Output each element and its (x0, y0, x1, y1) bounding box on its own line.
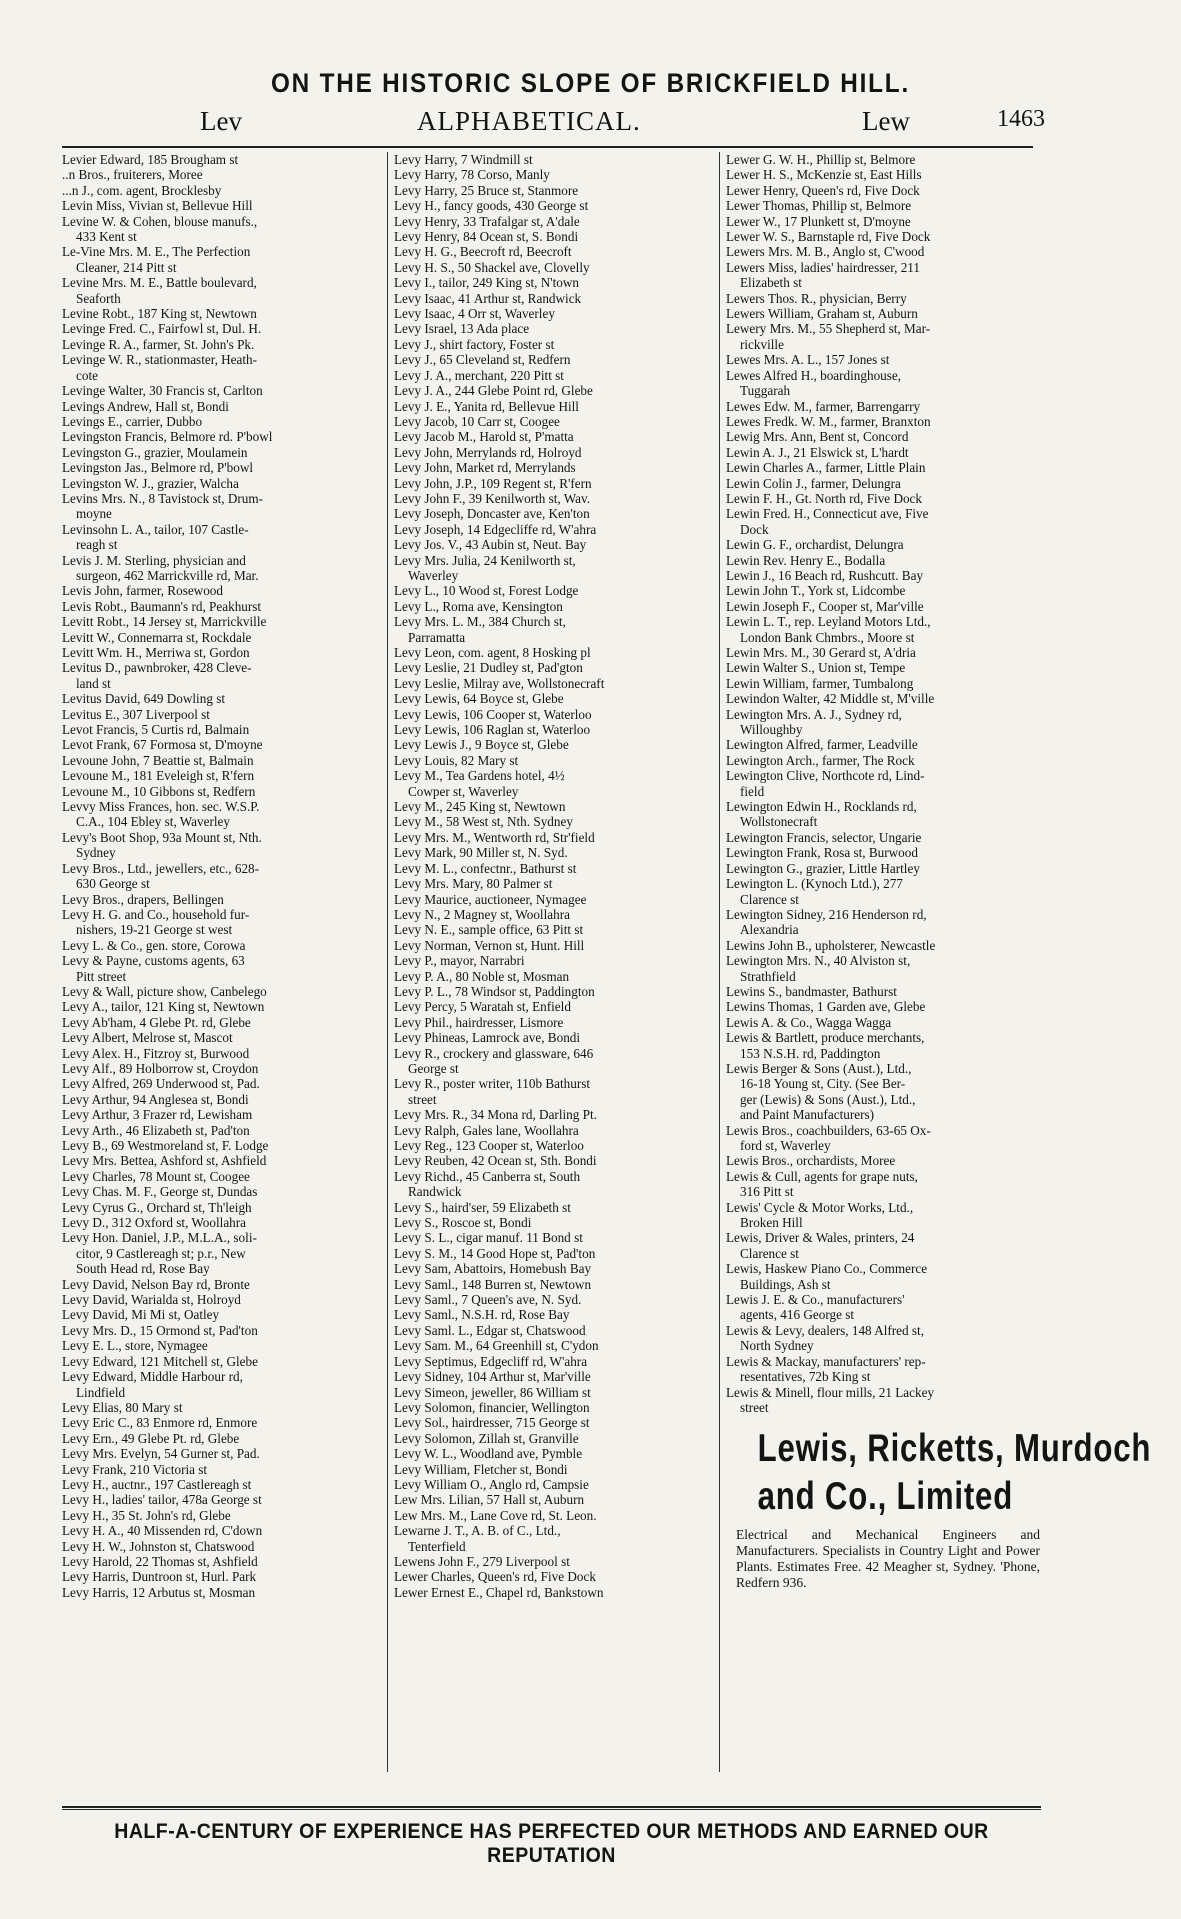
directory-entry: Lewington Alfred, farmer, Leadville (726, 737, 918, 753)
directory-entry: Levy Maurice, auctioneer, Nymagee (394, 891, 587, 907)
directory-entry: Lewis' Cycle & Motor Works, Ltd., (726, 1199, 914, 1215)
directory-entry: Levy Alex. H., Fitzroy st, Burwood (62, 1045, 250, 1061)
directory-entry: Levitus E., 307 Liverpool st (62, 706, 210, 722)
directory-entry: Lewers Mrs. M. B., Anglo st, C'wood (726, 244, 925, 260)
directory-entry: Levy Septimus, Edgecliff rd, W'ahra (394, 1353, 588, 1369)
directory-entry: Lewington Arch., farmer, The Rock (726, 752, 915, 768)
directory-entry-continuation: Broken Hill (740, 1215, 803, 1231)
directory-entry: Levy Norman, Vernon st, Hunt. Hill (394, 937, 585, 953)
header-left-guide-word: Lev (200, 106, 242, 136)
directory-entry: Levy H. G. and Co., household fur- (62, 906, 250, 922)
directory-entry: Lewis, Haskew Piano Co., Commerce (726, 1261, 928, 1277)
directory-entry-continuation: resentatives, 72b King st (740, 1369, 871, 1385)
directory-entry: Lewer W., 17 Plunkett st, D'moyne (726, 213, 911, 229)
directory-entry: Lewer Henry, Queen's rd, Five Dock (726, 182, 920, 198)
directory-entry: Levy William, Fletcher st, Bondi (394, 1461, 568, 1477)
directory-entry: Lewes Fredk. W. M., farmer, Branxton (726, 413, 931, 429)
directory-entry: Lewington Mrs. A. J., Sydney rd, (726, 706, 902, 722)
page-header (62, 106, 1045, 140)
directory-entry: Levy Harris, 12 Arbutus st, Mosman (62, 1584, 256, 1600)
directory-entry: Levy H. S., 50 Shackel ave, Clovelly (394, 259, 590, 275)
directory-entry: Levings Andrew, Hall st, Bondi (62, 398, 229, 414)
directory-entry: Lewin Walter S., Union st, Tempe (726, 660, 906, 676)
directory-entry: Levy M., Tea Gardens hotel, 4½ (394, 768, 565, 784)
directory-entry: Levy P. A., 80 Noble st, Mosman (394, 968, 570, 984)
directory-entry: Lewington Sidney, 216 Henderson rd, (726, 906, 927, 922)
directory-entry: Levy Arth., 46 Elizabeth st, Pad'ton (62, 1122, 250, 1138)
directory-entry: Levy Lewis, 106 Raglan st, Waterloo (394, 722, 591, 738)
directory-entry: Levy Frank, 210 Victoria st (62, 1461, 208, 1477)
directory-entry: Lewin J., 16 Beach rd, Rushcutt. Bay (726, 567, 924, 583)
directory-entry: Levy Phineas, Lamrock ave, Bondi (394, 1030, 581, 1046)
directory-entry: Lewarne J. T., A. B. of C., Ltd., (394, 1523, 561, 1539)
directory-entry: Levy P., mayor, Narrabri (394, 953, 525, 969)
directory-entry: Levine W. & Cohen, blouse manufs., (62, 213, 258, 229)
directory-entry: Levy Israel, 13 Ada place (394, 321, 530, 337)
directory-entry-continuation: rickville (740, 336, 784, 352)
directory-entry: Levy Saml., 7 Queen's ave, N. Syd. (394, 1292, 582, 1308)
directory-entry: Levy Mrs. Evelyn, 54 Gurner st, Pad. (62, 1446, 260, 1462)
directory-entry: Lewin Rev. Henry E., Bodalla (726, 552, 886, 568)
directory-entry: Levin Miss, Vivian st, Bellevue Hill (62, 198, 253, 214)
directory-entry-continuation: North Sydney (740, 1338, 814, 1354)
directory-entry: Levy & Payne, customs agents, 63 (62, 953, 245, 969)
directory-entry: Levy Bros., Ltd., jewellers, etc., 628- (62, 860, 260, 876)
directory-entry-continuation: George st (408, 1060, 459, 1076)
directory-entry-continuation: Pitt street (76, 968, 127, 984)
directory-entry: Levy Mrs. R., 34 Mona rd, Darling Pt. (394, 1107, 597, 1123)
directory-entry: Levy Joseph, 14 Edgecliffe rd, W'ahra (394, 521, 597, 537)
directory-entry: Levy M., 245 King st, Newtown (394, 799, 566, 815)
directory-entry: Levy Bros., drapers, Bellingen (62, 891, 224, 907)
directory-entry: Lew Mrs. Lilian, 57 Hall st, Auburn (394, 1492, 585, 1508)
directory-entry: Levy Cyrus G., Orchard st, Th'leigh (62, 1199, 252, 1215)
directory-entry: Levy J. A., 244 Glebe Point rd, Glebe (394, 383, 593, 399)
directory-entry-continuation: London Bank Chmbrs., Moore st (740, 629, 915, 645)
directory-entry: Levy E. L., store, Nymagee (62, 1338, 208, 1354)
directory-entry: Levy M., 58 West st, Nth. Sydney (394, 814, 573, 830)
directory-entry: Lewery Mrs. M., 55 Shepherd st, Mar- (726, 321, 931, 337)
directory-entry: Levy Alfred, 269 Underwood st, Pad. (62, 1076, 260, 1092)
directory-entry: Lew Mrs. M., Lane Cove rd, St. Leon. (394, 1507, 597, 1523)
directory-entry: Lewers Miss, ladies' hairdresser, 211 (726, 259, 920, 275)
directory-entry: Lewers William, Graham st, Auburn (726, 306, 918, 322)
directory-entry: Levy Solomon, financier, Wellington (394, 1399, 590, 1415)
directory-entry: Levingston Jas., Belmore rd, P'bowl (62, 460, 254, 476)
directory-column-1 (62, 152, 382, 1774)
directory-entry: Levy Lewis J., 9 Boyce st, Glebe (394, 737, 569, 753)
directory-entry: Levy Mrs. D., 15 Ormond st, Pad'ton (62, 1322, 258, 1338)
directory-entry: Levy Saml. L., Edgar st, Chatswood (394, 1322, 586, 1338)
directory-entry: Levy Harry, 7 Windmill st (394, 152, 533, 167)
column-3-entries (726, 152, 1042, 1415)
directory-entry: Lewis & Levy, dealers, 148 Alfred st, (726, 1322, 925, 1338)
directory-entry: Lewington G., grazier, Little Hartley (726, 860, 920, 876)
directory-entry: Levy Leon, com. agent, 8 Hosking pl (394, 645, 591, 660)
directory-entry-continuation: Randwick (408, 1184, 462, 1200)
directory-entry: Lewington Clive, Northcote rd, Lind- (726, 768, 925, 784)
directory-entry: Levy W. L., Woodland ave, Pymble (394, 1446, 583, 1462)
directory-entry: Levitt W., Connemarra st, Rockdale (62, 629, 252, 645)
directory-entry-continuation: Tenterfield (408, 1538, 466, 1554)
directory-entry-continuation: South Head rd, Rose Bay (76, 1261, 210, 1277)
directory-entry: Levy Henry, 84 Ocean st, S. Bondi (394, 229, 579, 245)
directory-entry: Levy J. A., merchant, 220 Pitt st (394, 367, 564, 383)
directory-entry: Lewis & Mackay, manufacturers' rep- (726, 1353, 926, 1369)
directory-entry: Levy Jos. V., 43 Aubin st, Neut. Bay (394, 537, 587, 553)
directory-entry: Levy Lewis, 106 Cooper st, Waterloo (394, 706, 592, 722)
directory-entry: Lewis & Minell, flour mills, 21 Lackey (726, 1384, 935, 1400)
directory-entry: Levingston W. J., grazier, Walcha (62, 475, 239, 491)
directory-entry: Levy A., tailor, 121 King st, Newtown (62, 999, 265, 1015)
directory-entry: Levoune M., 181 Eveleigh st, R'fern (62, 768, 255, 784)
directory-entry: Lewes Mrs. A. L., 157 Jones st (726, 352, 890, 368)
directory-entry: Lewington L. (Kynoch Ltd.), 277 (726, 876, 903, 892)
directory-entry: Levinsohn L. A., tailor, 107 Castle- (62, 521, 249, 537)
directory-entry: Levy Phil., hairdresser, Lismore (394, 1014, 564, 1030)
directory-entry: Levy Harry, 78 Corso, Manly (394, 167, 550, 183)
directory-entry: Lewin F. H., Gt. North rd, Five Dock (726, 490, 923, 506)
directory-column-2 (394, 152, 714, 1774)
directory-entry-continuation: reagh st (76, 537, 118, 553)
directory-entry: Levy Ern., 49 Glebe Pt. rd, Glebe (62, 1430, 240, 1446)
directory-entry: Levingston G., grazier, Moulamein (62, 444, 248, 460)
directory-entry: Levy S., Roscoe st, Bondi (394, 1215, 532, 1231)
directory-entry: Levy Reg., 123 Cooper st, Waterloo (394, 1138, 584, 1153)
directory-entry: Levy Albert, Melrose st, Mascot (62, 1030, 233, 1046)
directory-entry: Levy H., auctnr., 197 Castlereagh st (62, 1476, 252, 1492)
directory-entry: Lewin John T., York st, Lidcombe (726, 583, 906, 599)
directory-entry: Levy H. G., Beecroft rd, Beecroft (394, 244, 572, 260)
directory-entry: Levy M. L., confectnr., Bathurst st (394, 860, 577, 876)
directory-entry: Levy John, J.P., 109 Regent st, R'fern (394, 475, 592, 491)
directory-entry: Levy Solomon, Zillah st, Granville (394, 1430, 579, 1446)
directory-entry: Levy Harold, 22 Thomas st, Ashfield (62, 1553, 258, 1569)
directory-entry: Levis J. M. Sterling, physician and (62, 552, 246, 568)
directory-entry-continuation: 433 Kent st (76, 229, 137, 245)
directory-entry-continuation: Seaforth (76, 290, 121, 306)
directory-entry: Levins Mrs. N., 8 Tavistock st, Drum- (62, 490, 264, 506)
directory-entry-continuation: street (408, 1091, 437, 1107)
directory-entry-continuation: citor, 9 Castlereagh st; p.r., New (76, 1245, 246, 1261)
directory-entry: Levy N. E., sample office, 63 Pitt st (394, 922, 584, 938)
directory-entry: Lewes Alfred H., boardinghouse, (726, 367, 902, 383)
directory-entry-continuation: Cowper st, Waverley (408, 783, 519, 799)
directory-entry: Lewer Ernest E., Chapel rd, Bankstown (394, 1584, 604, 1600)
directory-entry: Levy R., poster writer, 110b Bathurst (394, 1076, 591, 1092)
directory-entry: Levy Richd., 45 Canberra st, South (394, 1168, 581, 1184)
directory-entry-continuation: Strathfield (740, 968, 796, 984)
directory-entry: Levitt Wm. H., Merriwa st, Gordon (62, 645, 250, 660)
directory-entry-continuation: nishers, 19-21 George st west (76, 922, 233, 938)
directory-entry: Levy P. L., 78 Windsor st, Paddington (394, 983, 595, 999)
directory-entry-continuation: land st (76, 675, 111, 691)
directory-entry: Levy John, Merrylands rd, Holroyd (394, 444, 582, 460)
directory-entry: Lewin Joseph F., Cooper st, Mar'ville (726, 598, 924, 614)
directory-entry: Lewin Mrs. M., 30 Gerard st, A'dria (726, 645, 916, 660)
directory-entry: Lewis & Cull, agents for grape nuts, (726, 1168, 918, 1184)
directory-entry: Levy Arthur, 94 Anglesea st, Bondi (62, 1091, 249, 1107)
directory-entry-continuation: Tuggarah (740, 383, 791, 399)
directory-entry: Levy D., 312 Oxford st, Woollahra (62, 1215, 247, 1231)
directory-entry: Lewin G. F., orchardist, Delungra (726, 537, 904, 553)
directory-entry-continuation: 316 Pitt st (740, 1184, 794, 1200)
directory-entry-continuation: Willoughby (740, 722, 803, 738)
directory-entry-continuation: Alexandria (740, 922, 799, 938)
directory-entry-continuation: cote (76, 367, 98, 383)
directory-entry: Lewington Frank, Rosa st, Burwood (726, 845, 918, 861)
advertiser-name-line-2: and Co., Limited (757, 1475, 1014, 1519)
directory-entry-continuation: Clarence st (740, 1245, 799, 1261)
footer-rule (62, 1806, 1041, 1808)
advertiser-name-line-1: Lewis, Ricketts, Murdoch (757, 1427, 1152, 1471)
directory-entry: Levy S. M., 14 Good Hope st, Pad'ton (394, 1245, 596, 1261)
directory-entry: Levy Saml., 148 Burren st, Newtown (394, 1276, 592, 1292)
directory-entry: Le-Vine Mrs. M. E., The Perfection (62, 244, 251, 260)
directory-entry: Lewers Thos. R., physician, Berry (726, 290, 907, 306)
directory-entry-continuation: field (740, 783, 765, 799)
directory-entry: Lewis Berger & Sons (Aust.), Ltd., (726, 1060, 912, 1076)
directory-entry-continuation: street (740, 1399, 769, 1415)
directory-entry: Lewes Edw. M., farmer, Barrengarry (726, 398, 921, 414)
directory-entry: Lewington Edwin H., Rocklands rd, (726, 799, 917, 815)
header-rule (62, 146, 1033, 148)
directory-entry: Levvy Miss Frances, hon. sec. W.S.P. (62, 799, 260, 815)
directory-entry: Levy Jacob, 10 Carr st, Coogee (394, 413, 560, 429)
directory-entry: Levy Edward, 121 Mitchell st, Glebe (62, 1353, 258, 1369)
directory-entry: Levy Joseph, Doncaster ave, Ken'ton (394, 506, 590, 522)
directory-entry: Levy Reuben, 42 Ocean st, Sth. Bondi (394, 1153, 597, 1169)
directory-entry: Levy N., 2 Magney st, Woollahra (394, 906, 570, 922)
directory-entry: Lewin Fred. H., Connecticut ave, Five (726, 506, 929, 522)
directory-entry: Levy Mrs. Julia, 24 Kenilworth st, (394, 552, 576, 568)
directory-entry: Levy J., 65 Cleveland st, Redfern (394, 352, 571, 368)
directory-entry: Lewer G. W. H., Phillip st, Belmore (726, 152, 916, 167)
directory-entry: Levy I., tailor, 249 King st, N'town (394, 275, 579, 291)
directory-entry-continuation: moyne (76, 506, 112, 522)
directory-entry-continuation: 16-18 Young st, City. (See Ber- (740, 1076, 906, 1092)
directory-entry-continuation: Waverley (408, 567, 459, 583)
directory-entry: Lewer Thomas, Phillip st, Belmore (726, 198, 912, 214)
directory-entry-continuation: ger (Lewis) & Sons (Aust.), Ltd., (740, 1091, 916, 1107)
directory-entry: Levy S. L., cigar manuf. 11 Bond st (394, 1230, 583, 1246)
directory-entry: ..n Bros., fruiterers, Moree (62, 167, 203, 183)
directory-entry: Levitus David, 649 Dowling st (62, 691, 226, 707)
directory-entry: Levy S., haird'ser, 59 Elizabeth st (394, 1199, 571, 1215)
footer-rule-thin (62, 1809, 1041, 1810)
directory-entry: Lewis Bros., orchardists, Moree (726, 1153, 896, 1169)
directory-entry: Lewer W. S., Barnstaple rd, Five Dock (726, 229, 931, 245)
directory-entry: Lewin William, farmer, Tumbalong (726, 675, 914, 691)
directory-entry: Levine Mrs. M. E., Battle boulevard, (62, 275, 257, 291)
directory-entry-continuation: Dock (740, 521, 769, 537)
top-banner: ON THE HISTORIC SLOPE OF BRICKFIELD HILL. (270, 68, 910, 98)
directory-entry: Levy Saml., N.S.H. rd, Rose Bay (394, 1307, 570, 1323)
directory-entry: Levy Isaac, 41 Arthur st, Randwick (394, 290, 582, 306)
directory-entry: Lewis A. & Co., Wagga Wagga (726, 1014, 892, 1030)
directory-entry-continuation: Sydney (76, 845, 116, 861)
directory-entry-continuation: Lindfield (76, 1384, 126, 1400)
directory-entry: Levy Sol., hairdresser, 715 George st (394, 1415, 590, 1431)
directory-entry: Levinge W. R., stationmaster, Heath- (62, 352, 258, 368)
directory-entry: Lewington Francis, selector, Ungarie (726, 829, 922, 845)
directory-entry: Levis John, farmer, Rosewood (62, 583, 223, 599)
directory-entry: Lewins S., bandmaster, Bathurst (726, 983, 897, 999)
page-number: 1463 (997, 106, 1045, 132)
directory-columns (62, 152, 1152, 1774)
directory-entry: Lewig Mrs. Ann, Bent st, Concord (726, 429, 909, 445)
directory-entry: Levinge Fred. C., Fairfowl st, Dul. H. (62, 321, 262, 337)
header-title: ALPHABETICAL. (417, 106, 641, 136)
directory-entry: Levy Mrs. Bettea, Ashford st, Ashfield (62, 1153, 267, 1169)
directory-entry-continuation: surgeon, 462 Marrickville rd, Mar. (76, 567, 259, 583)
directory-entry: Levy Ralph, Gales lane, Woollahra (394, 1122, 579, 1138)
directory-entry: Lewin Colin J., farmer, Delungra (726, 475, 901, 491)
directory-entry: Levy John F., 39 Kenilworth st, Wav. (394, 490, 591, 506)
directory-entry: Levy Leslie, 21 Dudley st, Pad'gton (394, 660, 583, 676)
directory-column-3 (726, 152, 1152, 1774)
directory-entry: Lewis, Driver & Wales, printers, 24 (726, 1230, 915, 1246)
directory-entry: Levot Francis, 5 Curtis rd, Balmain (62, 722, 250, 738)
directory-entry: Levy Elias, 80 Mary st (62, 1399, 183, 1415)
directory-entry-continuation: Cleaner, 214 Pitt st (76, 259, 177, 275)
directory-entry: Levy Hon. Daniel, J.P., M.L.A., soli- (62, 1230, 257, 1246)
directory-entry: Levy Harry, 25 Bruce st, Stanmore (394, 182, 579, 198)
directory-entry: Lewindon Walter, 42 Middle st, M'ville (726, 691, 935, 707)
directory-entry: ...n J., com. agent, Brocklesby (62, 182, 222, 198)
directory-entry: Levy William O., Anglo rd, Campsie (394, 1476, 589, 1492)
directory-entry: Levy Jacob M., Harold st, P'matta (394, 429, 574, 445)
directory-entry: Lewington Mrs. N., 40 Alviston st, (726, 953, 911, 969)
directory-entry: Levy Edward, Middle Harbour rd, (62, 1369, 243, 1385)
directory-entry: Lewer Charles, Queen's rd, Five Dock (394, 1569, 596, 1585)
directory-entry: Levy L., Roma ave, Kensington (394, 598, 563, 614)
directory-entry: Levy Sam. M., 64 Greenhill st, C'ydon (394, 1338, 599, 1354)
directory-entry-continuation: Elizabeth st (740, 275, 802, 291)
directory-entry: Levy Sidney, 104 Arthur st, Mar'ville (394, 1369, 591, 1385)
directory-entry: Levy John, Market rd, Merrylands (394, 460, 576, 476)
directory-entry: Levy Isaac, 4 Orr st, Waverley (394, 306, 555, 322)
directory-entry: Levy David, Warialda st, Holroyd (62, 1292, 241, 1308)
directory-entry: Levy J. E., Yanita rd, Bellevue Hill (394, 398, 579, 414)
directory-entry: Levy Sam, Abattoirs, Homebush Bay (394, 1261, 592, 1277)
directory-entry: Levy David, Nelson Bay rd, Bronte (62, 1276, 250, 1292)
directory-entry: Levings E., carrier, Dubbo (62, 413, 203, 429)
directory-entry: Lewin Charles A., farmer, Little Plain (726, 460, 926, 476)
directory-entry: Levoune John, 7 Beattie st, Balmain (62, 752, 254, 768)
directory-entry: Levy L., 10 Wood st, Forest Lodge (394, 583, 579, 599)
directory-entry: Levy H. A., 40 Missenden rd, C'down (62, 1523, 263, 1539)
directory-entry: Levy Simeon, jeweller, 86 William st (394, 1384, 591, 1400)
directory-entry: Levy & Wall, picture show, Canbelego (62, 983, 267, 999)
directory-entry: Levine Robt., 187 King st, Newtown (62, 306, 257, 322)
directory-entry: Levy Mrs. Mary, 80 Palmer st (394, 876, 553, 892)
directory-entry: Lewins John B., upholsterer, Newcastle (726, 937, 936, 953)
directory-entry: Levy Mrs. L. M., 384 Church st, (394, 614, 566, 630)
directory-entry: Levinge R. A., farmer, St. John's Pk. (62, 336, 255, 352)
directory-entry-continuation: 630 George st (76, 876, 150, 892)
directory-entry: Lewis & Bartlett, produce merchants, (726, 1030, 925, 1046)
directory-entry: Levy Alf., 89 Holborrow st, Croydon (62, 1060, 259, 1076)
directory-entry-continuation: C.A., 104 Ebley st, Waverley (76, 814, 230, 830)
directory-entry: Levis Robt., Baumann's rd, Peakhurst (62, 598, 262, 614)
directory-entry-continuation: 153 N.S.H. rd, Paddington (740, 1045, 881, 1061)
directory-entry: Levy Louis, 82 Mary st (394, 752, 519, 768)
directory-entry-continuation: Parramatta (408, 629, 466, 645)
directory-entry: Lewer H. S., McKenzie st, East Hills (726, 167, 922, 183)
footer-slogan: HALF-A-CENTURY OF EXPERIENCE HAS PERFECTED OUR METHODS AND EARNED OUR REPUTATION (114, 1820, 989, 1867)
directory-entry: Levy Eric C., 83 Enmore rd, Enmore (62, 1415, 258, 1431)
directory-entry: Levy Lewis, 64 Boyce st, Glebe (394, 691, 564, 707)
directory-entry: Levy Ab'ham, 4 Glebe Pt. rd, Glebe (62, 1014, 251, 1030)
directory-entry: Levoune M., 10 Gibbons st, Redfern (62, 783, 256, 799)
directory-entry: Levitt Robt., 14 Jersey st, Marrickville (62, 614, 267, 630)
directory-entry: Levy Henry, 33 Trafalgar st, A'dale (394, 213, 580, 229)
directory-entry: Levy J., shirt factory, Foster st (394, 336, 555, 352)
directory-entry: Levinge Walter, 30 Francis st, Carlton (62, 383, 263, 399)
advertisement-block (726, 1425, 1152, 1591)
directory-entry: Levy Charles, 78 Mount st, Coogee (62, 1168, 250, 1184)
advertisement-text: Electrical and Mechanical Engineers and Manufacturers. Specialists in Country Light and Power Plants. Estimates Free. 42 Meagher st, Sydney. 'Phone, Redfern 936. (736, 1527, 1040, 1591)
directory-entry: Levy R., crockery and glassware, 646 (394, 1045, 594, 1061)
directory-entry: Lewins Thomas, 1 Garden ave, Glebe (726, 999, 926, 1015)
directory-entry: Levy David, Mi Mi st, Oatley (62, 1307, 220, 1323)
directory-entry: Levy Chas. M. F., George st, Dundas (62, 1184, 258, 1200)
directory-entry: Levy Harris, Duntroon st, Hurl. Park (62, 1569, 257, 1585)
directory-entry: Levy H., fancy goods, 430 George st (394, 198, 589, 214)
directory-entry-continuation: ford st, Waverley (740, 1138, 831, 1153)
directory-entry: Levy Percy, 5 Waratah st, Enfield (394, 999, 571, 1015)
directory-entry: Lewis Bros., coachbuilders, 63-65 Ox- (726, 1122, 931, 1138)
directory-entry: Lewin A. J., 21 Elswick st, L'hardt (726, 444, 909, 460)
directory-entry: Levot Frank, 67 Formosa st, D'moyne (62, 737, 263, 753)
directory-entry: Levy H. W., Johnston st, Chatswood (62, 1538, 255, 1554)
directory-entry: Levy H., 35 St. John's rd, Glebe (62, 1507, 231, 1523)
directory-entry: Levy L. & Co., gen. store, Corowa (62, 937, 246, 953)
directory-entry: Levy's Boot Shop, 93a Mount st, Nth. (62, 829, 262, 845)
directory-entry-continuation: Wollstonecraft (740, 814, 818, 830)
directory-entry: Lewis J. E. & Co., manufacturers' (726, 1292, 905, 1308)
directory-entry: Levingston Francis, Belmore rd. P'bowl (62, 429, 273, 445)
directory-entry: Levy Leslie, Milray ave, Wollstonecraft (394, 675, 605, 691)
directory-entry-continuation: Clarence st (740, 891, 799, 907)
directory-entry-continuation: and Paint Manufacturers) (740, 1107, 875, 1123)
directory-entry: Levy Arthur, 3 Frazer rd, Lewisham (62, 1107, 253, 1123)
directory-entry: Levier Edward, 185 Brougham st (62, 152, 239, 167)
directory-entry: Levitus D., pawnbroker, 428 Cleve- (62, 660, 252, 676)
directory-entry-continuation: agents, 416 George st (740, 1307, 855, 1323)
header-right-guide-word: Lew (862, 106, 910, 136)
directory-entry: Levy Mark, 90 Miller st, N. Syd. (394, 845, 568, 861)
directory-entry: Levy H., ladies' tailor, 478a George st (62, 1492, 262, 1508)
directory-entry: Levy Mrs. M., Wentworth rd, Str'field (394, 829, 595, 845)
directory-entry: Levy B., 69 Westmoreland st, F. Lodge (62, 1138, 269, 1153)
directory-entry: Lewens John F., 279 Liverpool st (394, 1553, 570, 1569)
directory-entry-continuation: Buildings, Ash st (740, 1276, 831, 1292)
directory-entry: Lewin L. T., rep. Leyland Motors Ltd., (726, 614, 931, 630)
